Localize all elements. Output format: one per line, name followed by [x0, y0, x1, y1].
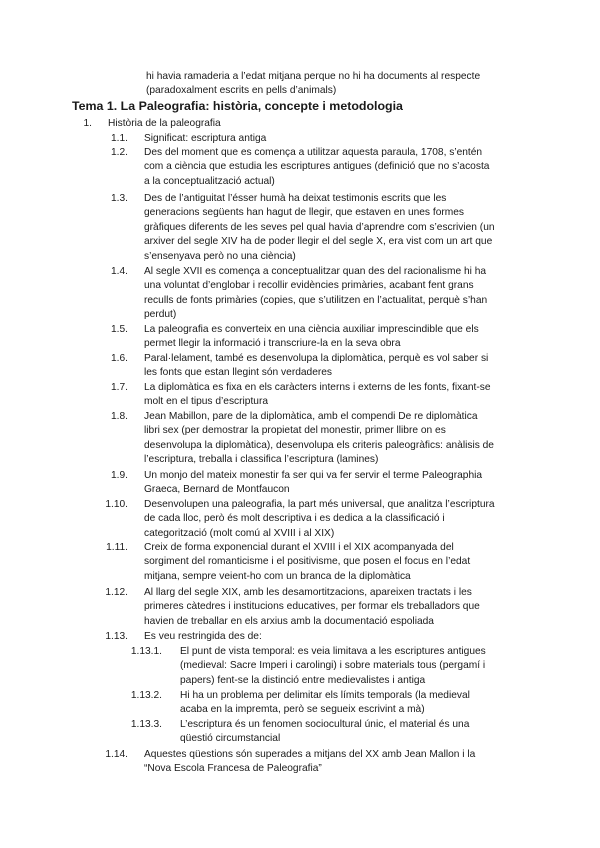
- list-number: 1.1.: [111, 133, 128, 144]
- list-number: 1.10.: [105, 499, 128, 510]
- list-item: Significat: escriptura antiga: [144, 133, 267, 144]
- list-number: 1.13.2.: [130, 690, 162, 701]
- list-number: 1.13.3.: [130, 719, 162, 730]
- list-number: 1.4.: [111, 266, 128, 277]
- list-number: 1.: [83, 118, 92, 129]
- list-item: Paral·lelament, també es desenvolupa la diplomàtica, perquè es vol saber si les fonts que estan llegint són verdaderes: [144, 353, 489, 379]
- list-item: Un monjo del mateix monestir fa ser qui va fer servir el terme Paleographia Graeca, Bernard de Montfaucon: [144, 470, 483, 496]
- list-item: Creix de forma exponencial durant el XVIII i el XIX acompanyada del sorgiment del romanticisme i el positivisme, que posen el focus en l’edat mitjana, sempre veient-ho com un branca de la diplomàtica: [144, 542, 471, 582]
- list-item: Aquestes qüestions són superades a mitjans del XX amb Jean Mallon i la “Nova Escola Francesa de Paleografia”: [144, 749, 476, 775]
- list-number: 1.3.: [111, 193, 128, 204]
- list-item: Es veu restringida des de:: [144, 631, 262, 642]
- list-number: 1.9.: [111, 470, 128, 481]
- list-number: 1.7.: [111, 382, 128, 393]
- list-item: La diplomàtica es fixa en els caràcters interns i externs de les fonts, fixant-se molt en el tipus d’escriptura: [144, 382, 491, 408]
- list-item: Al segle XVII es comença a conceptualitzar quan des del racionalisme hi ha una voluntat d’englobar i recollir evidències primàries, acabant fent grans reculls de fonts primàries (copies, que s’utilitzen en l’actualitat, perquè s’han perdut): [144, 266, 488, 321]
- list-item: Des de l’antiguitat l’ésser humà ha deixat testimonis escrits que les generacions següents han hagut de llegir, que estaven en unes formes gràfiques diferents de les seves pel qual havia d’aprendre com s’escrivien (un arxiver del segle XIV ha de poder llegir el del segle X, era vist com un art que s’ensenyava però no una ciència): [144, 193, 495, 262]
- list-number: 1.5.: [111, 324, 128, 335]
- list-item: Desenvolupen una paleografia, la part més universal, que analitza l’escriptura de cada lloc, però és molt descriptiva i es dedica a la classificació i categorització (molt comú al XVIII i al XIX): [144, 499, 495, 539]
- list-number: 1.12.: [105, 587, 128, 598]
- list-item: Al llarg del segle XIX, amb les desamortitzacions, apareixen tractats i les primeres càtedres i institucions educatives, per formar els treballadors que havien de treballar en els arxius amb la documentació espoliada: [144, 587, 480, 627]
- list-item: El punt de vista temporal: es veia limitava a les escriptures antigues (medieval: Sacre Imperi i carolingi) i sobre materials tous (pergamí i papers) fent-se la distinció entre medievalistes i antiga: [180, 646, 486, 686]
- list-number: 1.6.: [111, 353, 128, 364]
- list-number: 1.13.1.: [130, 646, 162, 657]
- list-item: L’escriptura és un fenomen sociocultural únic, el material és una qüestió circumstancial: [180, 719, 470, 745]
- list-number: 1.13.: [105, 631, 128, 642]
- list-number: 1.14.: [105, 749, 128, 760]
- section-title: Tema 1. La Paleografia: història, concepte i metodologia: [72, 99, 403, 113]
- list-number: 1.11.: [106, 542, 128, 553]
- list-item: La paleografia es converteix en una ciència auxiliar imprescindible que els permet llegir la informació i transcriure-la en la seva obra: [144, 324, 479, 350]
- list-item: Hi ha un problema per delimitar els límits temporals (la medieval acaba en la impremta, però se segueix escrivint a mà): [180, 690, 470, 716]
- list-item: Jean Mabillon, pare de la diplomàtica, amb el compendi De re diplomàtica libri sex (per demostrar la propietat del monestir, primer llibre on es desenvolupa la diplomàtica), desenvolupa els criteris paleogràfics: anàlisis de l’escriptura, treballa i classifica l’escriptura (lamines): [144, 411, 494, 466]
- list-item: Història de la paleografia: [108, 118, 221, 129]
- intro-paragraph: hi havia ramaderia a l’edat mitjana perque no hi ha documents al respecte (paradoxalment escrits en pells d’animals): [146, 71, 481, 97]
- list-number: 1.8.: [111, 411, 128, 422]
- list-item: Des del moment que es comença a utilitzar aquesta paraula, 1708, s’entén com a ciència que estudia les escriptures antigues (definició que no s’acosta a la conceptualització actual): [144, 147, 490, 187]
- list-number: 1.2.: [111, 147, 128, 158]
